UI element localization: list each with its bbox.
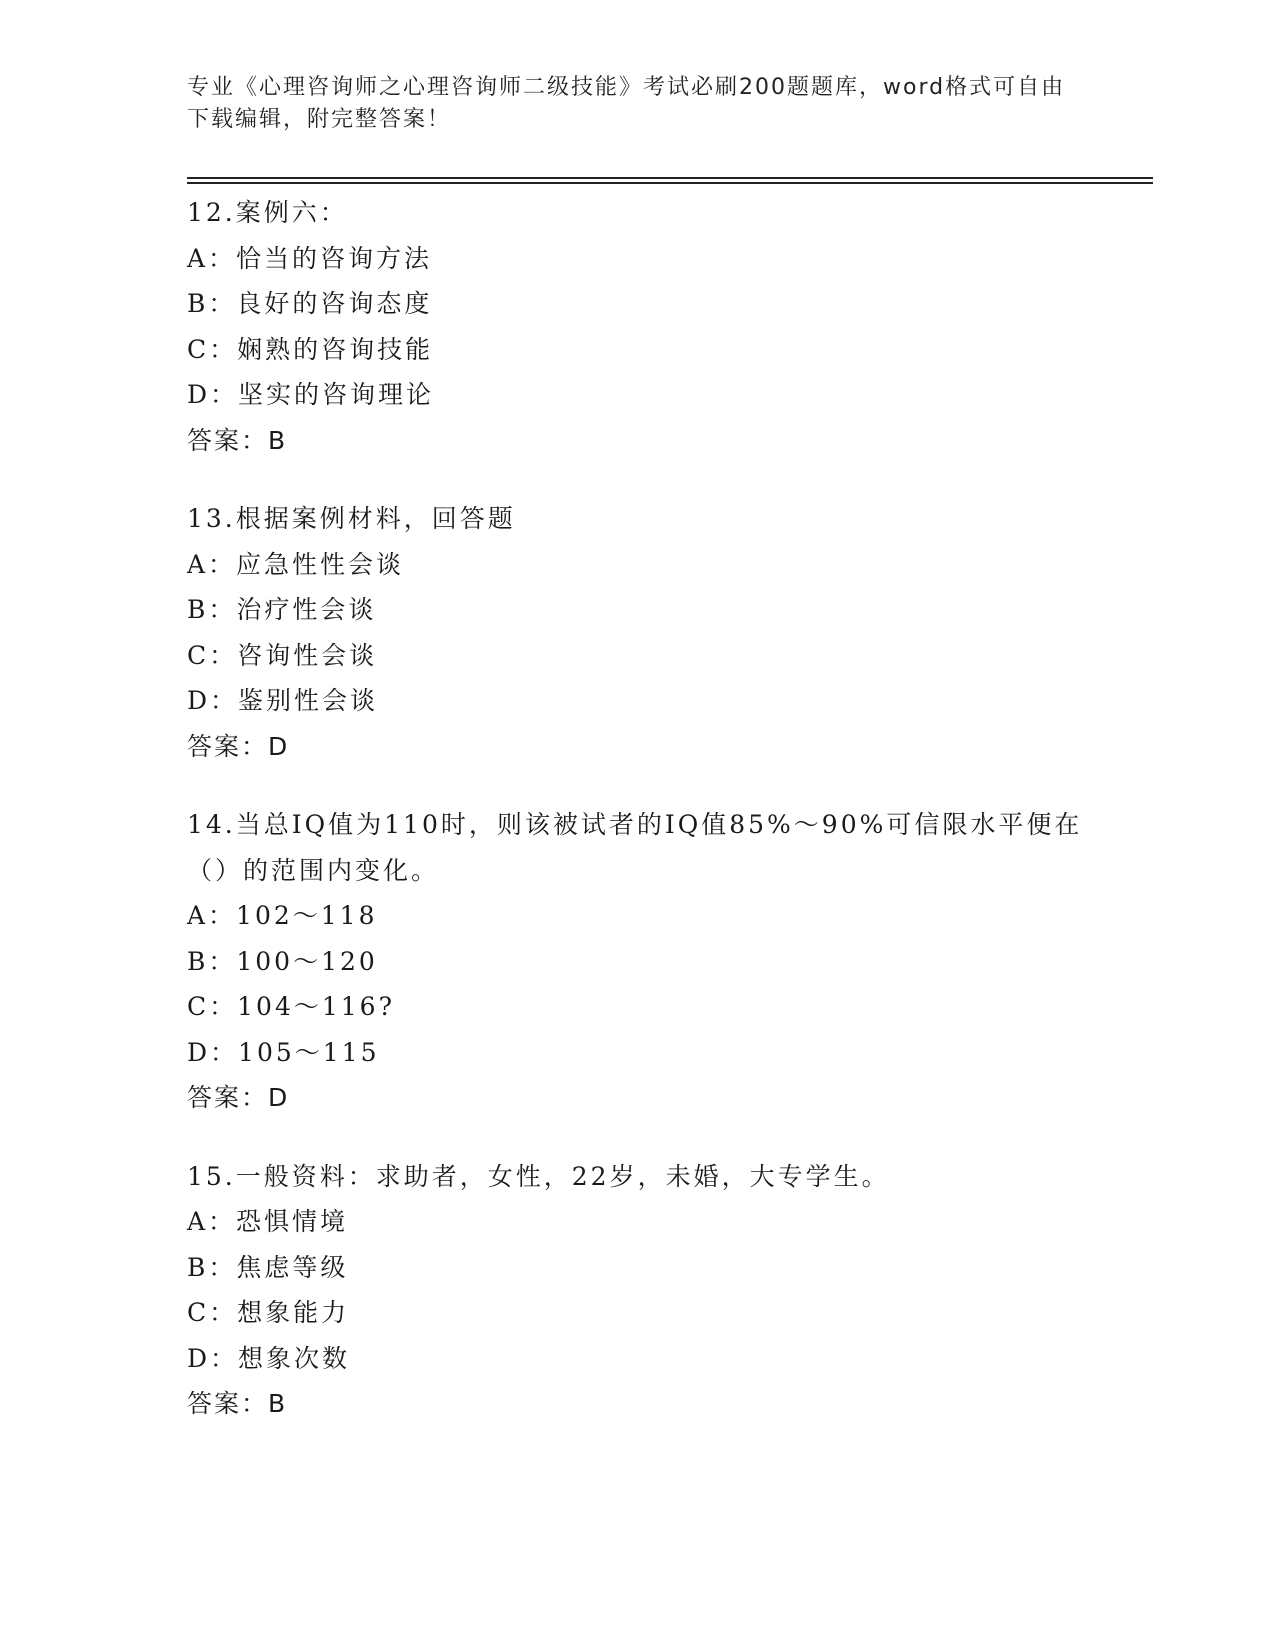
answer-line: 答案：B (187, 425, 288, 455)
option-a: A：恐惧情境 (187, 1207, 349, 1236)
question-14 (187, 802, 1087, 1121)
option-b: B：100～120 (187, 946, 378, 976)
option-a: A：102～118 (187, 901, 378, 930)
option-c: C：咨询性会谈 (187, 640, 378, 670)
option-c: C：104～116? (187, 992, 395, 1021)
option-d: D：105～115 (187, 1037, 380, 1067)
question-stem: 15.一般资料：求助者，女性，22岁，未婚，大专学生。 (187, 1161, 890, 1191)
option-a: A：恰当的咨询方法 (187, 243, 433, 273)
header-divider-bottom (187, 182, 1153, 184)
question-15 (187, 1154, 1087, 1427)
answer-line: 答案：D (187, 1083, 290, 1112)
question-stem: 12.案例六： (187, 198, 348, 227)
header-divider-top (187, 177, 1153, 179)
option-b: B：焦虑等级 (187, 1252, 349, 1282)
question-stem: 13.根据案例材料，回答题 (187, 504, 516, 533)
option-a: A：应急性性会谈 (187, 549, 405, 579)
question-12 (187, 190, 1087, 463)
option-b: B：治疗性会谈 (187, 595, 377, 624)
answer-line: 答案：D (187, 731, 290, 761)
option-b: B：良好的咨询态度 (187, 289, 433, 318)
option-d: D：鉴别性会谈 (187, 686, 379, 715)
option-d: D：坚实的咨询理论 (187, 380, 435, 409)
question-stem: 14.当总IQ值为110时，则该被试者的IQ值85%～90%可信限水平便在（）的范围内变化。 (187, 810, 1083, 885)
answer-line: 答案：B (187, 1389, 288, 1418)
option-d: D：想象次数 (187, 1343, 351, 1373)
question-list (187, 190, 1087, 1460)
option-c: C：想象能力 (187, 1298, 350, 1327)
document-header: 专业《心理咨询师之心理咨询师二级技能》考试必刷200题题库，word格式可自由下载编辑，附完整答案！ (187, 75, 1066, 132)
option-c: C：娴熟的咨询技能 (187, 334, 434, 364)
question-13 (187, 496, 1087, 769)
